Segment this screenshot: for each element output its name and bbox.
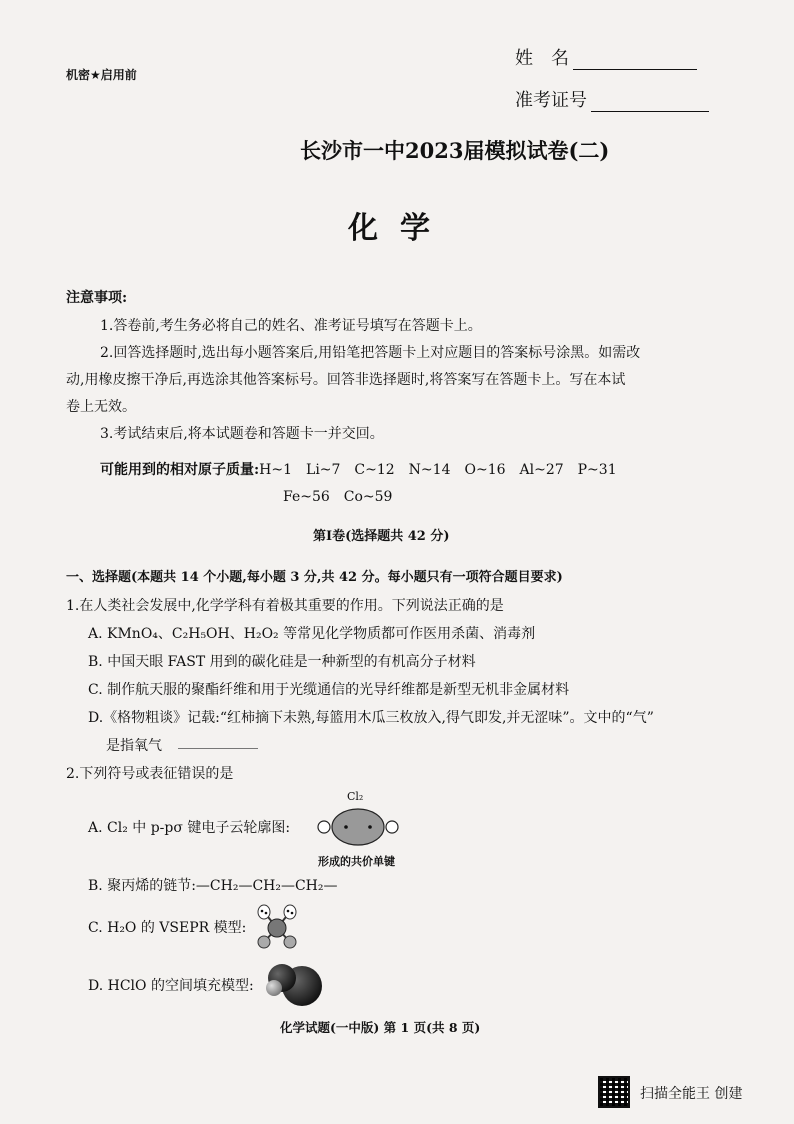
page-title: 长沙市一中2023届模拟试卷(二)	[300, 138, 610, 163]
question-2-option-c: C. H₂O 的 VSEPR 模型:	[88, 920, 247, 936]
section-instruction: 一、选择题(本题共 14 个小题,每小题 3 分,共 42 分。每小题只有一项符合题目要求)	[66, 570, 563, 585]
name-field[interactable]	[515, 44, 697, 70]
exam-id-label: 准考证号	[515, 90, 587, 111]
exam-id-field[interactable]	[515, 86, 709, 112]
atomic-mass-values-2: Fe~56 Co~59	[283, 489, 393, 505]
note-item: 3.考试结束后,将本试题卷和答题卡一并交回。	[100, 426, 384, 442]
atomic-mass-line	[100, 460, 617, 480]
qr-code-icon	[598, 1076, 630, 1108]
electron-cloud-figure	[312, 800, 404, 854]
question-2-option-d: D. HClO 的空间填充模型:	[88, 978, 254, 994]
note-item: 2.回答选择题时,选出每小题答案后,用铅笔把答题卡上对应题目的答案标号涂黑。如需改	[100, 345, 641, 361]
question-1-option-d: D.《格物粗谈》记载:“红柿摘下未熟,每篮用木瓜三枚放入,得气即发,并无涩味”。文中的“气”	[88, 710, 654, 726]
question-2-option-a: A. Cl₂ 中 p-pσ 键电子云轮廓图:	[88, 820, 291, 836]
question-2-option-b: B. 聚丙烯的链节:—CH₂—CH₂—CH₂—	[88, 878, 338, 894]
question-1-option-a: A. KMnO₄、C₂H₅OH、H₂O₂ 等常见化学物质都可作医用杀菌、消毒剂	[88, 626, 536, 642]
question-1-option-c: C. 制作航天服的聚酯纤维和用于光缆通信的光导纤维都是新型无机非金属材料	[88, 682, 570, 698]
space-filling-model-figure	[262, 960, 328, 1008]
section-title: 第Ⅰ卷(选择题共 42 分)	[313, 529, 450, 544]
exam-id-blank[interactable]	[591, 93, 709, 112]
figure-a-caption: 形成的共价单键	[318, 855, 395, 868]
name-label: 姓 名	[515, 48, 569, 69]
page-footer: 化学试题(一中版) 第 1 页(共 8 页)	[280, 1020, 481, 1035]
question-2-stem: 2.下列符号或表征错误的是	[66, 766, 234, 782]
notes-heading: 注意事项:	[66, 290, 128, 306]
figure-a-top-label: Cl₂	[347, 790, 364, 803]
bleed-text	[330, 62, 334, 76]
name-blank[interactable]	[573, 51, 697, 70]
question-1-option-d-cont: 是指氧气	[106, 738, 162, 754]
underline-mark	[178, 748, 258, 749]
atomic-mass-label: 可能用到的相对原子质量:	[100, 462, 260, 478]
subject-title: 化学	[348, 211, 452, 246]
note-item: 动,用橡皮擦干净后,再选涂其他答案标号。回答非选择题时,将答案写在答题卡上。写在本试	[66, 372, 626, 388]
note-item: 1.答卷前,考生务必将自己的姓名、准考证号填写在答题卡上。	[100, 318, 482, 334]
question-1-option-b: B. 中国天眼 FAST 用到的碳化硅是一种新型的有机高分子材料	[88, 654, 476, 670]
vsepr-model-figure	[252, 900, 302, 950]
question-1-stem: 1.在人类社会发展中,化学学科有着极其重要的作用。下列说法正确的是	[66, 598, 504, 614]
confidential-label: 机密★启用前	[66, 68, 137, 82]
atomic-mass-values: H~1 Li~7 C~12 N~14 O~16 Al~27 P~31	[259, 462, 617, 478]
note-item: 卷上无效。	[66, 399, 136, 415]
scanner-watermark: 扫描全能王 创建	[640, 1086, 743, 1102]
